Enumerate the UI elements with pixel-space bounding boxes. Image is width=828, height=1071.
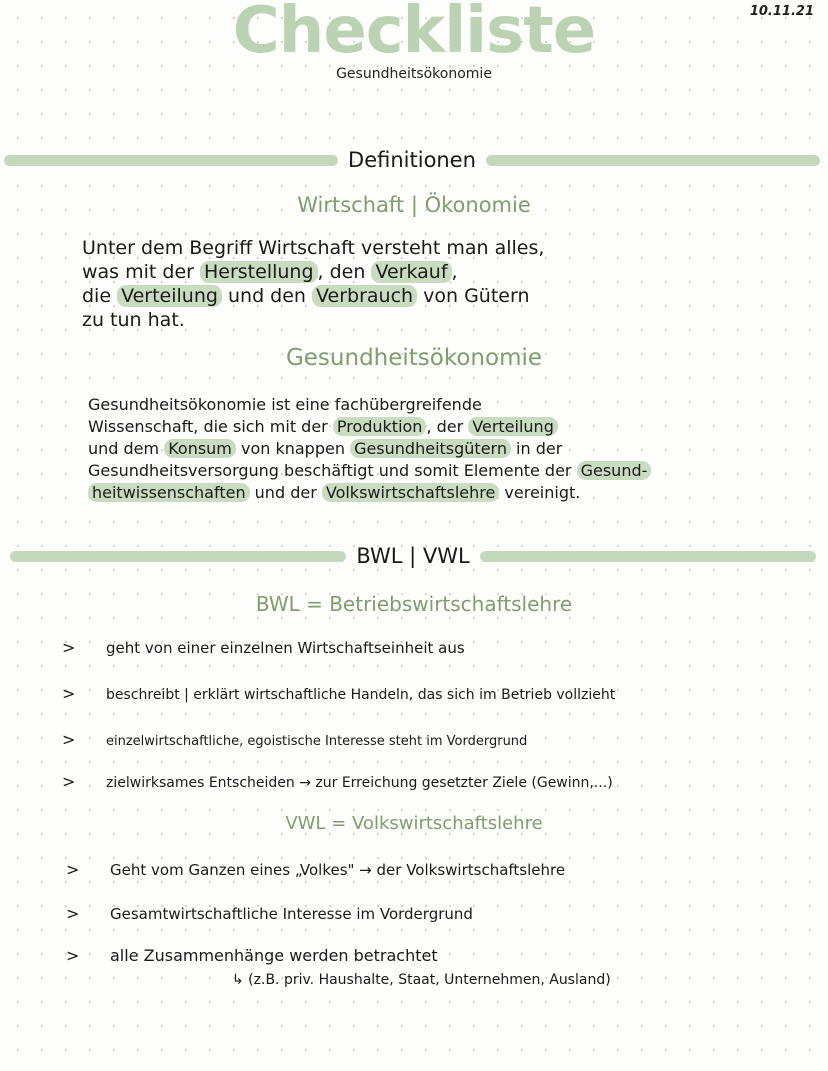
bwl-item-text: beschreibt | erklärt wirtschaftliche Handeln, das sich im Betrieb vollzieht xyxy=(106,687,616,703)
text-segment: von knappen xyxy=(235,439,351,458)
bwl-item-text: geht von einer einzelnen Wirtschaftseinheit aus xyxy=(106,639,465,657)
wirtschaft-line xyxy=(82,308,544,332)
highlighted-term: Produktion xyxy=(333,417,427,436)
text-segment: Unter dem Begriff Wirtschaft versteht man alles, xyxy=(82,237,545,259)
bwl-item xyxy=(62,772,613,791)
date-label: 10.11.21 xyxy=(749,4,814,19)
bwl-item xyxy=(62,638,465,657)
text-segment: Gesundheitsversorgung beschäftigt und somit Elemente der xyxy=(88,461,577,480)
bwl-item xyxy=(62,684,615,703)
bullet-arrow: > xyxy=(66,946,80,965)
highlighted-term: Verteilung xyxy=(468,417,558,436)
wirtschaft-line xyxy=(82,260,544,284)
vwl-item xyxy=(66,860,565,879)
text-segment: was mit der xyxy=(82,261,200,283)
text-segment: vereinigt. xyxy=(499,483,581,502)
gesundheit-line xyxy=(88,438,651,460)
highlighted-term: Verbrauch xyxy=(312,285,417,307)
bullet-arrow: > xyxy=(62,730,76,749)
vwl-item xyxy=(66,946,438,965)
bwl-item xyxy=(62,730,527,749)
paragraph-gesundheitsoekonomie xyxy=(88,394,651,504)
text-segment: und der xyxy=(249,483,322,502)
paragraph-wirtschaft xyxy=(82,236,544,332)
gesundheit-line xyxy=(88,460,651,482)
text-segment: von Gütern xyxy=(417,285,530,307)
heading-vwl: VWL = Volkswirtschaftslehre xyxy=(285,813,543,834)
highlighted-term: heitwissenschaften xyxy=(88,483,250,502)
text-segment: zu tun hat. xyxy=(82,309,185,331)
bullet-arrow: > xyxy=(62,638,76,657)
bwl-item-text: zielwirksames Entscheiden → zur Erreichung gesetzter Ziele (Gewinn,...) xyxy=(106,775,613,791)
divider-bar-right xyxy=(480,551,816,562)
section-title-bwl-vwl: BWL | VWL xyxy=(356,544,470,568)
heading-bwl: BWL = Betriebswirtschaftslehre xyxy=(255,592,573,616)
divider-definitionen xyxy=(0,148,828,172)
divider-bar-left xyxy=(4,155,338,166)
vwl-item-text: alle Zusammenhänge werden betrachtet xyxy=(110,946,438,965)
gesundheit-line xyxy=(88,482,651,504)
gesundheit-line xyxy=(88,394,651,416)
text-segment: Wissenschaft, die sich mit der xyxy=(88,417,333,436)
bullet-arrow: > xyxy=(66,904,80,923)
highlighted-term: Volkswirtschaftslehre xyxy=(322,483,499,502)
section-title-definitionen: Definitionen xyxy=(348,148,476,172)
text-segment: und den xyxy=(221,285,313,307)
bullet-arrow: > xyxy=(62,684,76,703)
divider-bwl-vwl xyxy=(0,544,828,568)
text-segment: , xyxy=(451,261,458,283)
bwl-item-text: einzelwirtschaftliche, egoistische Interesse steht im Vordergrund xyxy=(106,734,528,749)
bullet-arrow: > xyxy=(66,860,80,879)
page-subtitle: Gesundheitsökonomie xyxy=(336,66,492,82)
text-segment: die xyxy=(82,285,118,307)
divider-bar-left xyxy=(10,551,346,562)
highlighted-term: Verteilung xyxy=(117,285,222,307)
text-segment: und dem xyxy=(88,439,165,458)
text-segment: Gesundheitsökonomie ist eine fachübergreifende xyxy=(88,395,482,414)
highlighted-term: Verkauf xyxy=(371,261,451,283)
highlighted-term: Gesundheitsgütern xyxy=(350,439,511,458)
text-segment: , der xyxy=(426,417,469,436)
gesundheit-line xyxy=(88,416,651,438)
highlighted-term: Gesund- xyxy=(577,461,652,480)
highlighted-term: Herstellung xyxy=(200,261,318,283)
vwl-item-text: Gesamtwirtschaftliche Interesse im Vordergrund xyxy=(110,905,473,923)
vwl-item xyxy=(66,904,473,923)
divider-bar-right xyxy=(486,155,820,166)
text-segment: in der xyxy=(510,439,563,458)
page-title: Checkliste xyxy=(232,0,596,68)
highlighted-term: Konsum xyxy=(164,439,236,458)
vwl-sub-note: ↳ (z.B. priv. Haushalte, Staat, Unternehmen, Ausland) xyxy=(232,972,611,988)
wirtschaft-line xyxy=(82,284,544,308)
bullet-arrow: > xyxy=(62,772,76,791)
heading-wirtschaft: Wirtschaft | Ökonomie xyxy=(297,193,531,217)
text-segment: , den xyxy=(317,261,372,283)
wirtschaft-line xyxy=(82,236,544,260)
heading-gesundheitsoekonomie: Gesundheitsökonomie xyxy=(285,345,543,371)
vwl-item-text: Geht vom Ganzen eines „Volkes" → der Volkswirtschaftslehre xyxy=(110,861,566,879)
